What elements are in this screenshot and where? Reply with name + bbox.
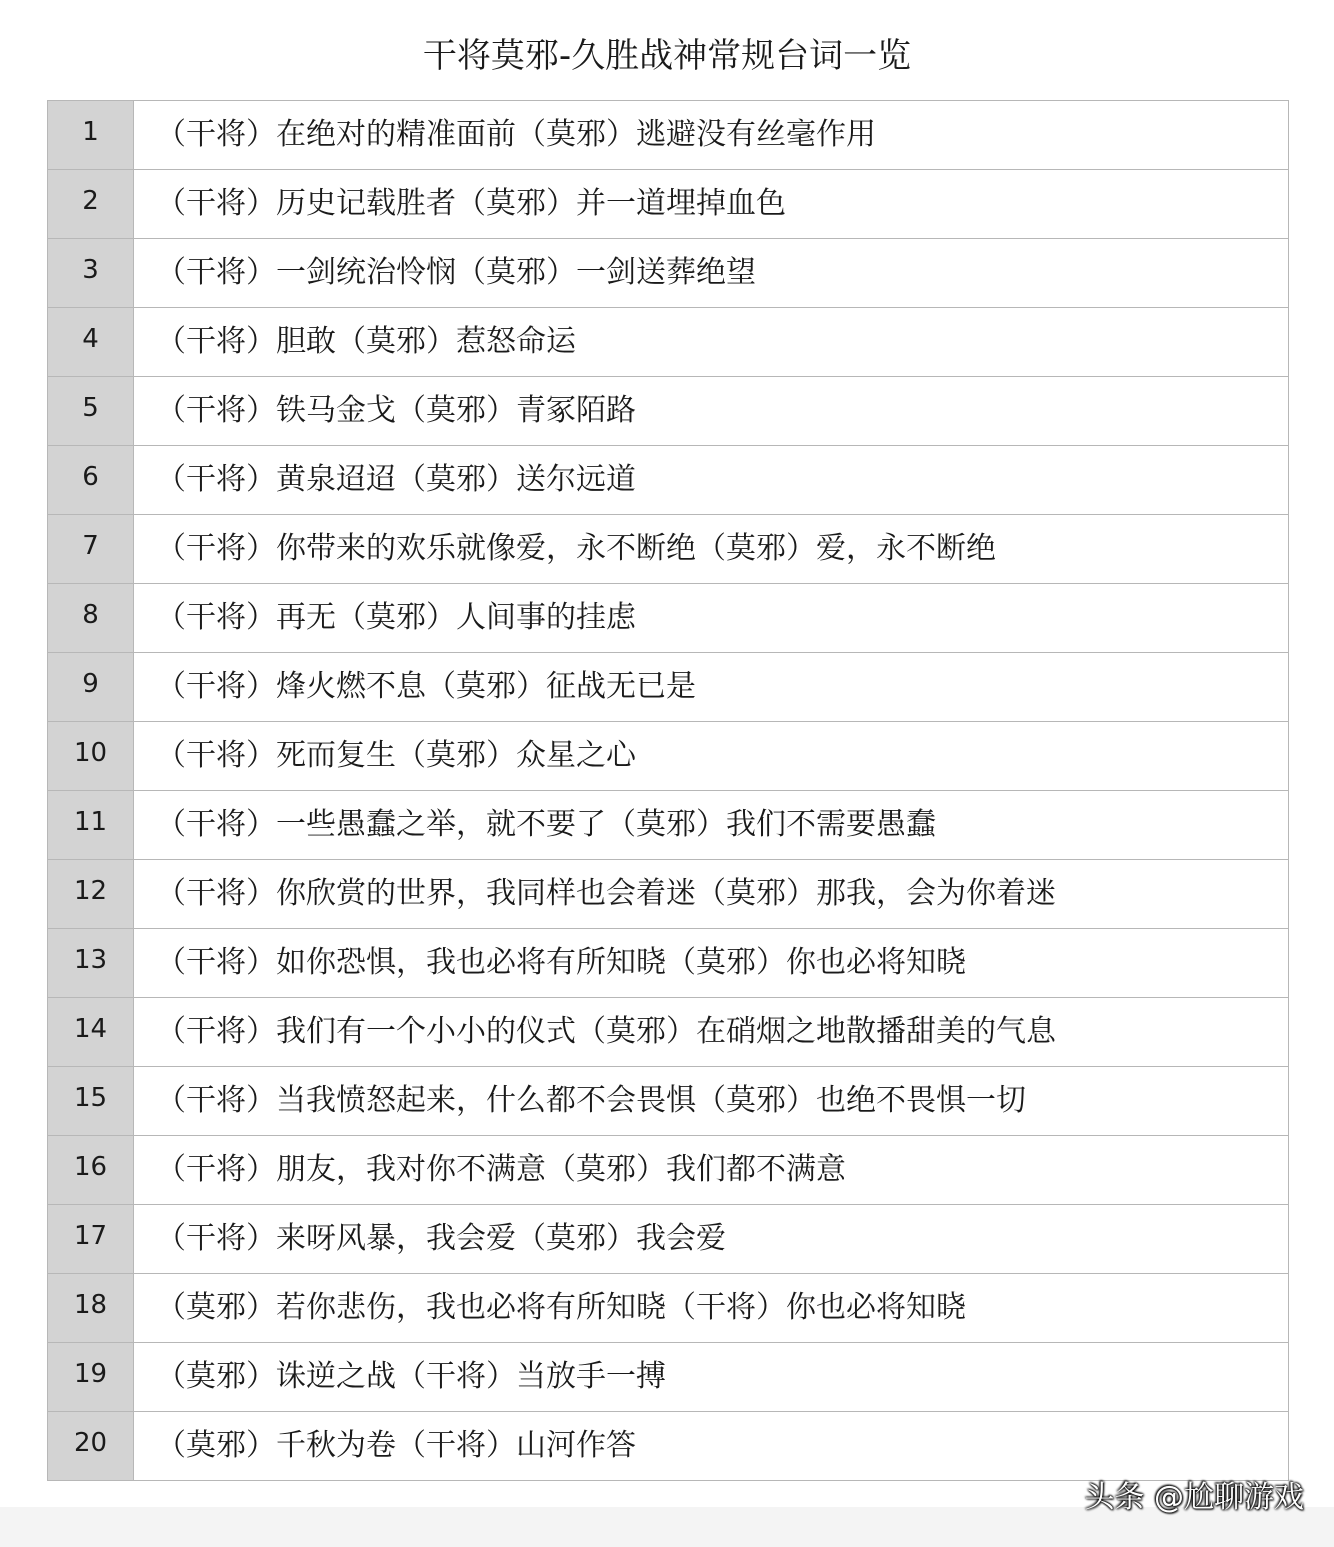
row-number: 9 (48, 653, 134, 722)
table-row (48, 101, 1289, 170)
table-row (48, 1067, 1289, 1136)
row-number: 20 (48, 1412, 134, 1481)
voice-line-text: （干将）你带来的欢乐就像爱，永不断绝（莫邪）爱，永不断绝 (134, 515, 1289, 584)
table-row (48, 239, 1289, 308)
row-number: 2 (48, 170, 134, 239)
row-number: 17 (48, 1205, 134, 1274)
watermark: 头条 @尬聊游戏 (1084, 1480, 1304, 1515)
voice-line-text: （干将）历史记载胜者（莫邪）并一道埋掉血色 (134, 170, 1289, 239)
table-row (48, 998, 1289, 1067)
table-row (48, 170, 1289, 239)
row-number: 3 (48, 239, 134, 308)
row-number: 6 (48, 446, 134, 515)
row-number: 4 (48, 308, 134, 377)
row-number: 7 (48, 515, 134, 584)
voice-line-text: （干将）朋友，我对你不满意（莫邪）我们都不满意 (134, 1136, 1289, 1205)
voice-line-text: （干将）胆敢（莫邪）惹怒命运 (134, 308, 1289, 377)
row-number: 13 (48, 929, 134, 998)
table-row (48, 929, 1289, 998)
row-number: 16 (48, 1136, 134, 1205)
table-row (48, 653, 1289, 722)
row-number: 15 (48, 1067, 134, 1136)
table-row (48, 1274, 1289, 1343)
row-number: 14 (48, 998, 134, 1067)
voice-line-text: （干将）你欣赏的世界，我同样也会着迷（莫邪）那我，会为你着迷 (134, 860, 1289, 929)
voice-lines-table (47, 100, 1289, 1481)
voice-line-text: （干将）如你恐惧，我也必将有所知晓（莫邪）你也必将知晓 (134, 929, 1289, 998)
page-title: 干将莫邪-久胜战神常规台词一览 (422, 36, 912, 76)
voice-line-text: （莫邪）若你悲伤，我也必将有所知晓（干将）你也必将知晓 (134, 1274, 1289, 1343)
voice-line-text: （干将）死而复生（莫邪）众星之心 (134, 722, 1289, 791)
row-number: 18 (48, 1274, 134, 1343)
table-row (48, 791, 1289, 860)
voice-line-text: （莫邪）千秋为卷（干将）山河作答 (134, 1412, 1289, 1481)
table-row (48, 1205, 1289, 1274)
table-row (48, 722, 1289, 791)
table-row (48, 860, 1289, 929)
table-row (48, 308, 1289, 377)
voice-line-text: （干将）在绝对的精准面前（莫邪）逃避没有丝毫作用 (134, 101, 1289, 170)
voice-line-text: （干将）一剑统治怜悯（莫邪）一剑送葬绝望 (134, 239, 1289, 308)
row-number: 12 (48, 860, 134, 929)
table-row (48, 584, 1289, 653)
table-row (48, 515, 1289, 584)
table-row (48, 446, 1289, 515)
table-row (48, 1412, 1289, 1481)
voice-line-text: （干将）黄泉迢迢（莫邪）送尔远道 (134, 446, 1289, 515)
voice-line-text: （干将）来呀风暴，我会爱（莫邪）我会爱 (134, 1205, 1289, 1274)
voice-line-text: （干将）我们有一个小小的仪式（莫邪）在硝烟之地散播甜美的气息 (134, 998, 1289, 1067)
table-row (48, 377, 1289, 446)
table-row (48, 1343, 1289, 1412)
voice-line-text: （干将）一些愚蠢之举，就不要了（莫邪）我们不需要愚蠢 (134, 791, 1289, 860)
voice-line-text: （干将）当我愤怒起来，什么都不会畏惧（莫邪）也绝不畏惧一切 (134, 1067, 1289, 1136)
voice-line-text: （干将）再无（莫邪）人间事的挂虑 (134, 584, 1289, 653)
row-number: 1 (48, 101, 134, 170)
row-number: 8 (48, 584, 134, 653)
voice-line-text: （干将）铁马金戈（莫邪）青冢陌路 (134, 377, 1289, 446)
voice-line-text: （干将）烽火燃不息（莫邪）征战无已是 (134, 653, 1289, 722)
row-number: 19 (48, 1343, 134, 1412)
row-number: 5 (48, 377, 134, 446)
table-row (48, 1136, 1289, 1205)
row-number: 10 (48, 722, 134, 791)
voice-line-text: （莫邪）诛逆之战（干将）当放手一搏 (134, 1343, 1289, 1412)
row-number: 11 (48, 791, 134, 860)
